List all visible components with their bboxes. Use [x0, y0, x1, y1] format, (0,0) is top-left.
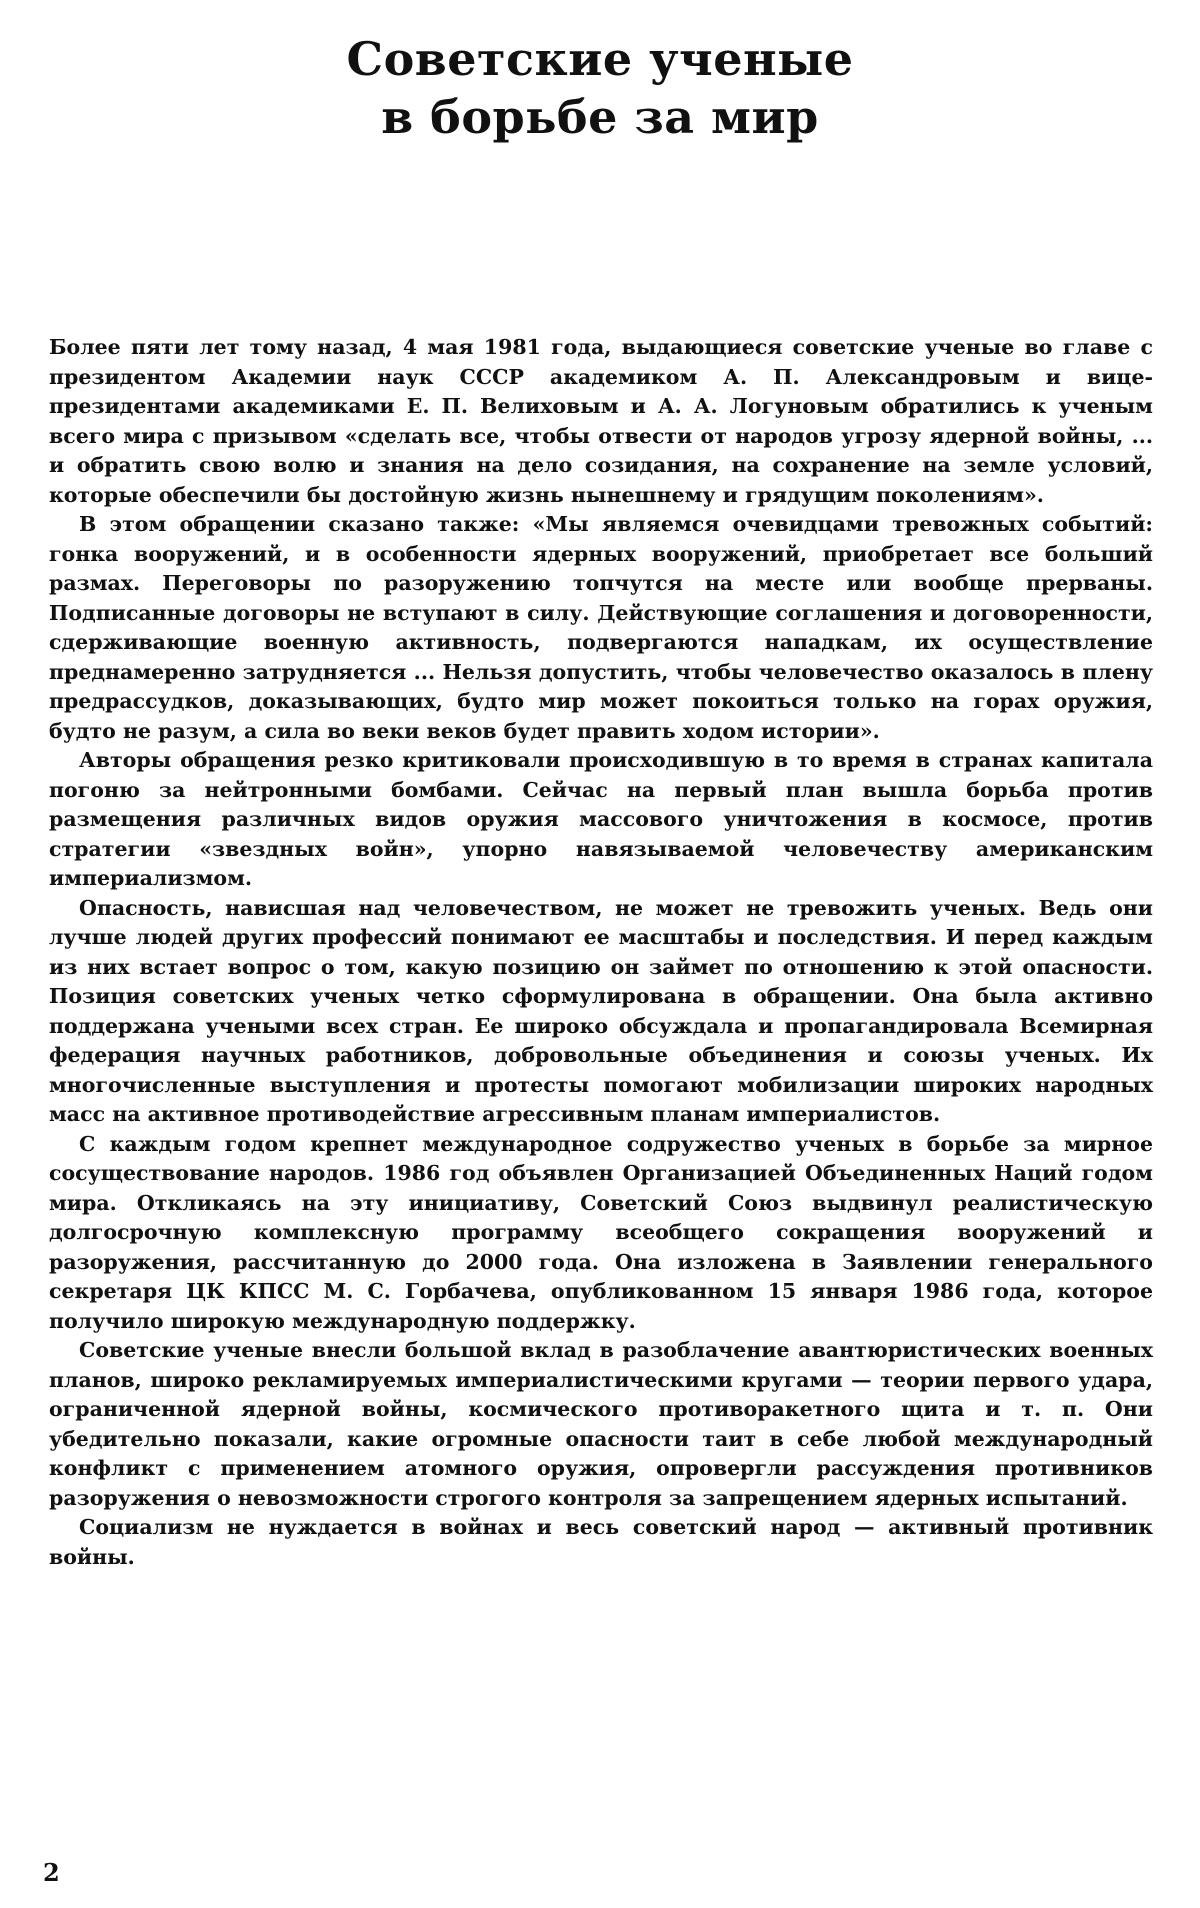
- paragraph-3: Авторы обращения резко критиковали происходившую в то время в странах капитала погоню за нейтронными бомбами. Сейчас на первый план вышла борьба против размещения различных видов оружия массового уничтожения в космосе, против стратегии «звездных войн», упорно навязываемой человечеству американским империализмом.: [49, 748, 1153, 890]
- paragraph-5: С каждым годом крепнет международное содружество ученых в борьбе за мирное сосуществование народов. 1986 год объявлен Организацией Объединенных Наций годом мира. Откликаясь на эту инициативу, Советский Союз выдвинул реалистическую долгосрочную комплексную программу всеобщего сокращения вооружений и разоружения, рассчитанную до 2000 года. Она изложена в Заявлении генерального секретаря ЦК КПСС М. С. Горбачева, опубликованном 15 января 1986 года, которое получило широкую международную поддержку.: [49, 1131, 1153, 1333]
- page-number: 2: [43, 1858, 60, 1887]
- page-title: [0, 30, 1200, 146]
- paragraph-1: Более пяти лет тому назад, 4 мая 1981 года, выдающиеся советские ученые во главе с президентом Академии наук СССР академиком А. П. Александровым и вице-президентами академиками Е. П. Велиховым и А. А. Логуновым обратились к ученым всего мира с призывом «сделать все, чтобы отвести от народов угрозу ядерной войны, ... и обратить свою волю и знания на дело созидания, на сохранение на земле условий, которые обеспечили бы достойную жизнь нынешнему и грядущим поколениям».: [49, 335, 1153, 507]
- paragraph-2: В этом обращении сказано также: «Мы являемся очевидцами тревожных событий: гонка вооружений, и в особенности ядерных вооружений, приобретает все больший размах. Переговоры по разоружению топчутся на месте или вообще прерваны. Подписанные договоры не вступают в силу. Действующие соглашения и договоренности, сдерживающие военную активность, подвергаются нападкам, их осуществление преднамеренно затрудняется ... Нельзя допустить, чтобы человечество оказалось в плену предрассудков, доказывающих, будто мир может покоиться только на горах оружия, будто не разум, а сила во веки веков будет править ходом истории».: [49, 512, 1153, 743]
- paragraph-4: Опасность, нависшая над человечеством, не может не тревожить ученых. Ведь они лучше людей других профессий понимают ее масштабы и последствия. И перед каждым из них встает вопрос о том, какую позицию он займет по отношению к этой опасности. Позиция советских ученых четко сформулирована в обращении. Она была активно поддержана учеными всех стран. Ее широко обсуждала и пропагандировала Всемирная федерация научных работников, добровольные объединения и союзы ученых. Их многочисленные выступления и протесты помогают мобилизации широких народных масс на активное противодействие агрессивным планам империалистов.: [49, 895, 1153, 1126]
- paragraph-7: Социализм не нуждается в войнах и весь советский народ — активный противник войны.: [49, 1515, 1153, 1569]
- article-body: [49, 333, 1153, 1572]
- paragraph-6: Советские ученые внесли большой вклад в разоблачение авантюристических военных планов, широко рекламируемых империалистическими кругами — теории первого удара, ограниченной ядерной войны, космического противоракетного щита и т. п. Они убедительно показали, какие огромные опасности таит в себе любой международный конфликт с применением атомного оружия, опровергли рассуждения противников разоружения о невозможности строгого контроля за запрещением ядерных испытаний.: [49, 1338, 1153, 1510]
- title-line-2: в борьбе за мир: [381, 90, 819, 144]
- title-line-1: Советские ученые: [346, 32, 854, 86]
